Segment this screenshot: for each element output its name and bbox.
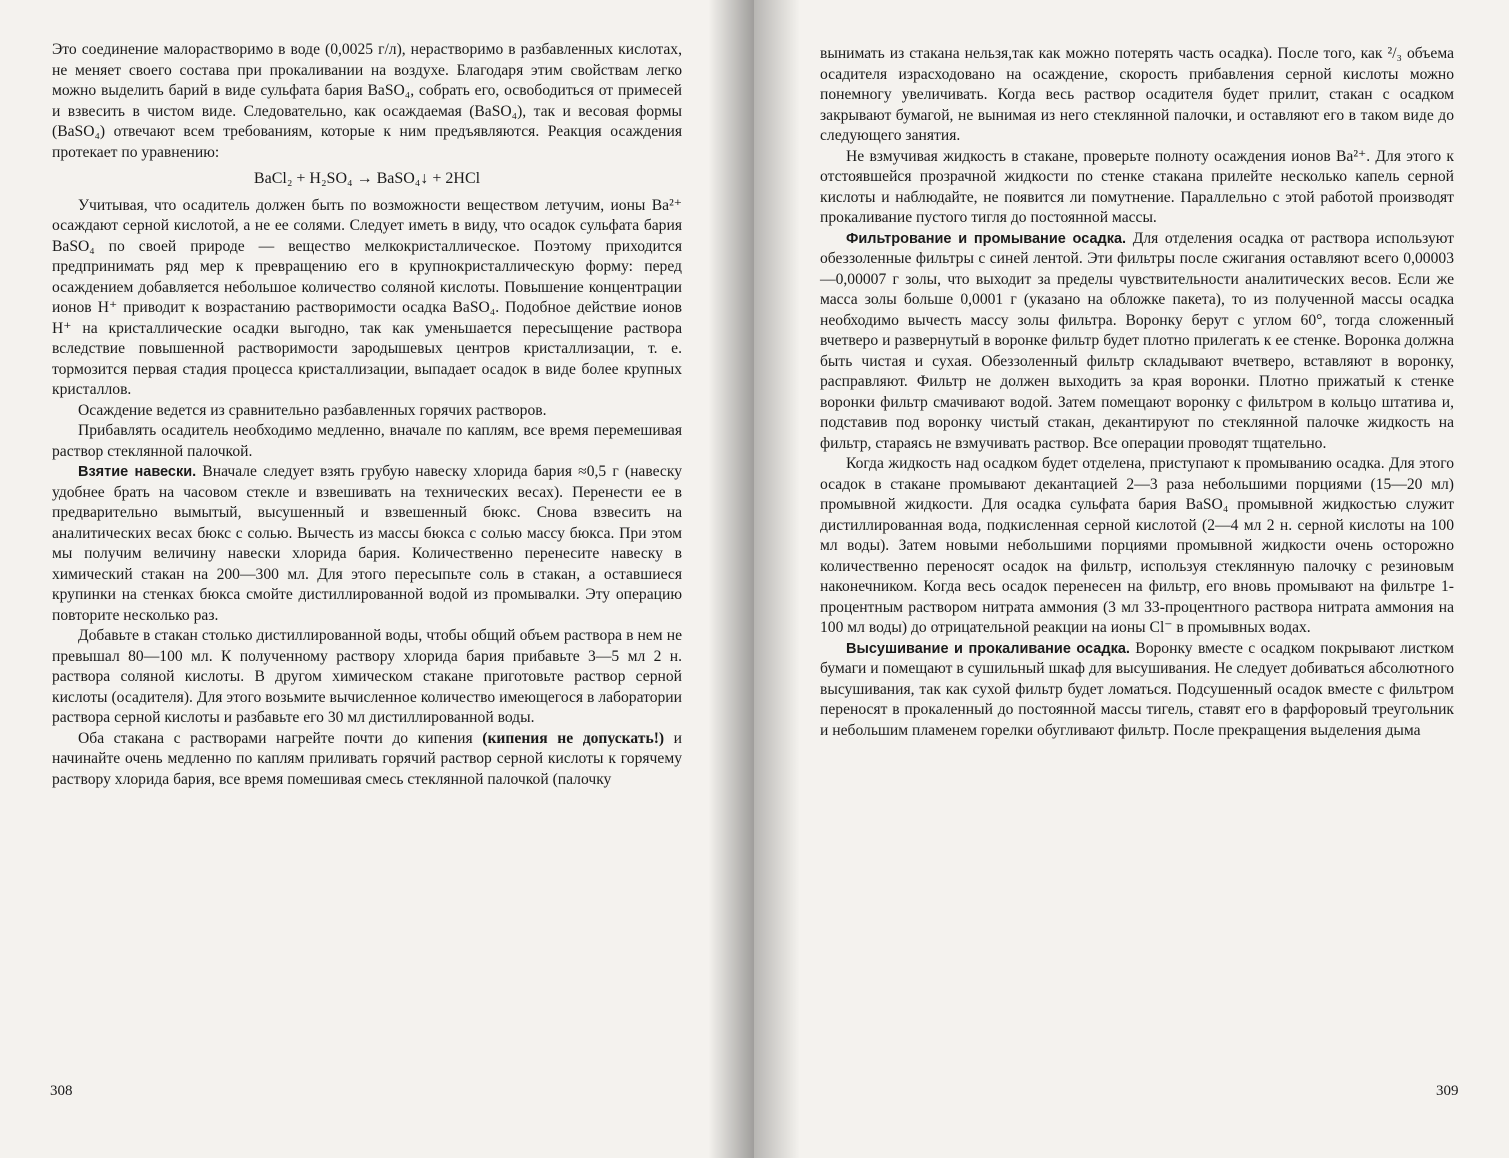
page-number: 308 [50,1083,73,1099]
gutter-shadow [708,0,754,1158]
paragraph: Учитывая, что осадитель должен быть по возможности веществом летучим, ионы Ba²⁺ осаждают серной кислотой, а не ее солями. Следует иметь в виду, что осадок сульфата бария BaSO₄ по своей природе — вещество мелкокристаллическое. Поэтому приходится предпринимать ряд мер к превращению его в крупнокристаллическую форму: перед осаждением добавляется небольшое количество соляной кислоты. Повышение концентрации ионов H⁺ приводит к возрастанию растворимости осадка BaSO₄. Подобное действие ионов H⁺ на кристаллические осадки выгодно, так как уменьшается пересыщение раствора вследствие повышенной растворимости зародышевых центров кристаллизации, т. е. тормозится первая стадия процесса кристаллизации, выпадает осадок в виде более крупных кристаллов. [52,196,682,398]
page-number: 309 [1436,1083,1459,1099]
section-heading: Взятие навески. [78,464,197,480]
paragraph [52,462,682,626]
left-page-text [52,40,682,790]
section-heading: Фильтрование и промывание осадка. [846,230,1127,247]
paragraph [52,729,682,791]
paragraph: Прибавлять осадитель необходимо медленно, вначале по каплям, все время перемешивая раствор стеклянной палочкой. [52,422,682,460]
bold-warning: (кипения не допускать!) [482,729,665,747]
paragraph [820,639,1454,742]
paragraph-body: Воронку вместе с осадком покрывают листком бумаги и помещают в сушильный шкаф для высушивания. Не следует добиваться абсолютного высушивания, так как сухой фильтр будет ломаться. Подсушенный осадок вместе с фильтром переносят в прокаленный до постоянной массы тигель, ставят его в фарфоровый треугольник и небольшим пламенем горелки обугливают фильтр. После прекращения выделения дыма [820,639,1454,739]
paragraph-body: Оба стакана с растворами нагрейте почти до кипения [78,729,483,747]
right-page-text [820,44,1454,741]
paragraph: Осаждение ведется из сравнительно разбавленных горячих растворов. [78,401,547,419]
paragraph: Не взмучивая жидкость в стакане, проверьте полноту осаждения ионов Ba²⁺. Для этого к отстоявшейся прозрачной жидкости по стенке стакана прилейте несколько капель серной кислоты и наблюдайте, не появится ли помутнение. Параллельно с этой работой производят прокаливание пустого тигля до постоянной массы. [820,147,1454,226]
left-page [0,0,754,1158]
paragraph: Это соединение малорастворимо в воде (0,0025 г/л), нерастворимо в разбавленных кислотах, не меняет своего состава при прокаливании на воздухе. Благодаря этим свойствам легко можно выделить барий в виде сульфата бария BaSO₄, собрать его, освободиться от примесей и взвесить в чистом виде. Следовательно, как осаждаемая (BaSO₄), так и весовая формы (BaSO₄) отвечают всем требованиям, которые к ним предъявляются. Реакция осаждения протекает по уравнению: [52,41,682,161]
paragraph: Добавьте в стакан столько дистиллированной воды, чтобы общий объем раствора в нем не превышал 80—100 мл. К полученному раствору хлорида бария прибавьте 3—5 мл 2 н. раствора соляной кислоты. В другом химическом стакане приготовьте раствор серной кислоты (осадителя). Для этого возьмите вычисленное количество имеющегося в лаборатории раствора серной кислоты и разбавьте его 30 мл дистиллированной воды. [52,627,682,726]
paragraph: вынимать из стакана нельзя,так как можно потерять часть осадка). После того, как ²/₃ объема осадителя израсходовано на осаждение, скорость прибавления серной кислоты можно понемногу увеличивать. Когда весь раствор осадителя будет прилит, стакан с осадком закрывают бумагой, не вынимая из него стеклянной палочки, и оставляют его в таком виде до следующего занятия. [820,45,1454,144]
right-page [754,0,1509,1158]
reaction-equation: BaCl₂ + H₂SO₄ → BaSO₄↓ + 2HCl [253,170,481,187]
gutter-shadow [754,0,800,1158]
paragraph-body: и начинайте очень медленно по каплям приливать горячий раствор серной кислоты к горячему раствору хлорида бария, все время помешивая смесь стеклянной палочкой (палочку [52,729,682,788]
paragraph-body: Вначале следует взять грубую навеску хлорида бария ≈0,5 г (навеску удобнее брать на часовом стекле и взвешивать на технических весах). Перенести ее в предварительно вымытый, высушенный и взвешенный бюкс. Снова взвесить на аналитических весах бюкс с солью. Вычесть из массы бюкса с солью массу бюкса. При этом мы получим величину навески хлорида бария. Количественно перенесите навеску в химический стакан на 200—300 мл. Для этого пересыпьте соль в стакан, а оставшиеся крупинки на стенках бюкса смойте дистиллированной водой из промывалки. Эту операцию повторите несколько раз. [52,463,682,624]
paragraph: Когда жидкость над осадком будет отделена, приступают к промыванию осадка. Для этого осадок в стакане промывают декантацией 2—3 раза небольшими порциями (15—20 мл) промывной жидкости. Для осадка сульфата бария BaSO₄ промывной жидкостью служит дистиллированная вода, подкисленная серной кислотой (2—4 мл 2 н. серной кислоты на 100 мл воды). Затем новыми небольшими порциями промывной жидкости очень осторожно количественно переносят осадок на фильтр, используя стеклянную палочку с резиновым наконечником. Когда весь осадок перенесен на фильтр, его вновь промывают на фильтре 1-процентным раствором нитрата аммония (3 мл 33-процентного раствора нитрата аммония на 100 мл воды) до отрицательной реакции на ионы Cl⁻ в промывных водах. [820,455,1454,636]
paragraph [820,229,1454,455]
section-heading: Высушивание и прокаливание осадка. [846,640,1130,657]
paragraph-body: Для отделения осадка от раствора используют обеззоленные фильтры с синей лентой. Эти фильтры после сжигания оставляют всего 0,00003—0,00007 г золы, что выходит за пределы чувствительности аналитических весов. Если же масса золы больше 0,0001 г (указано на обложке пакета), то из полученной массы осадка необходимо вычесть массу золы фильтра. Воронку берут с углом 60°, тогда сложенный вчетверо и развернутый в воронке фильтр будет плотно прилегать к ее стенке. Воронка должна быть чистая и сухая. Обеззоленный фильтр складывают вчетверо, вставляют в воронку, расправляют. Фильтр не должен выходить за края воронки. Плотно прижатый к стенке воронки фильтр смачивают водой. Затем помещают воронку с фильтром в кольцо штатива и, подставив под воронку чистый стакан, декантируют по стеклянной палочке жидкость на фильтр, стараясь не взмучивать раствор. Все операции проводят тщательно. [820,229,1455,452]
